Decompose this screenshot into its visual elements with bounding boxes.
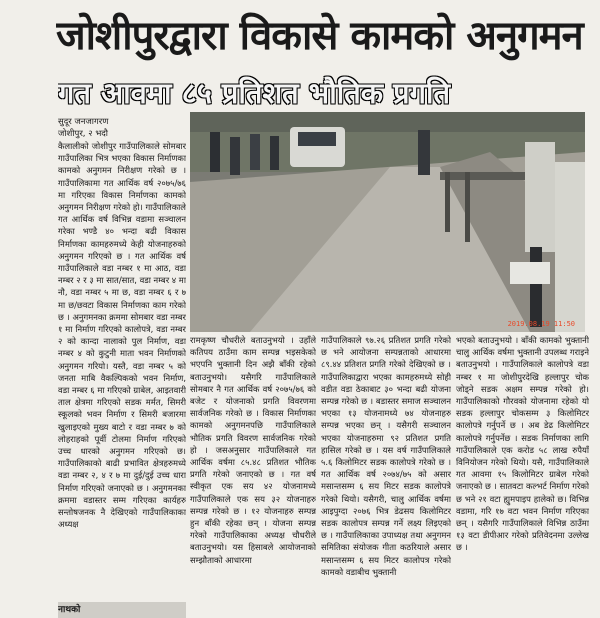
byline <box>58 116 198 140</box>
photo-timestamp: 2019.08.19 11:50 <box>507 320 575 328</box>
article-column-3 <box>321 334 451 618</box>
column-1-text: कैलालीको जोशीपुर गाउँपालिकाले सोमबार गाउँपालिका भित्र भएका विकास निर्माणका कामको अनुगमन निरीक्षण गरेको छ । गाउँपालिकामा गत आर्थिक वर्ष २०७५/७६ मा गरिएका विकास निर्माणका कामको अनुगमन निरीक्षण गरेको हो। गाउँपालिकाले गत आर्थिक वर्ष विभिन्न वडामा सञ्चालन गरेका भण्डै ४० भन्दा बढी विकास निर्माणका कामहरुमध्ये केही योजनाहरुको अनुगमन गरिएको छ । गत आर्थिक वर्ष गाउँपालिकाले वडा नम्बर १ मा आठ, वडा नम्बर २ र ३ मा सात/सात, वडा नम्बर ४ मा नौ, वडा नम्बर ५ मा छ, वडा नम्बर ६ र ७ मा छ/छवटा विकास निर्माणका काम गरेको छ । अनुगमनका क्रममा सोमबार वडा नम्बर १ मा निर्माण गरिएको कालोपत्रे, वडा नम्बर २ को कान्दा नालाको पुल निर्माण, वडा नम्बर ४ को कुटुनी माता भवन निर्माणको अनुगमन गरियो। यस्तै, वडा नम्बर ५ को जनता माबि वैकल्पिकको भवन निर्माण, वडा नम्बर ६ मा गरिएको ग्राबेल, आइतवारी ताल क्षेत्रमा गरिएको सडक मर्मत, सिमरी स्कूलको भवन निर्माण र सिमरी बजारमा खुलाइएको मुख्य बाटो र वडा नम्बर ७ को लोहराहको पूर्वी टोलमा निर्माण गरिएको उच्च धारको अनुगमन गरिएको छ। गाउँपालिकाको बाढी प्रभावित क्षेत्रहरुमध्ये वडा नम्बर २, ४ र ७ मा दुई/दुई उच्च धारा निर्माण गरिएको जनाएको छ । अनुगमनका क्रममा वडास्तर सम्म गरिएका कार्यहरु सन्तोषजनक नै देखिएको गाउँपालिकाका अध्यक्ष <box>58 141 186 530</box>
bottom-cut-headline: नाथको <box>58 602 186 618</box>
article-headline: जोशीपुरद्वारा विकासे कामको अनुगमन <box>56 13 583 59</box>
article-photo <box>190 112 585 332</box>
byline-place: सुदूर जनजागरण <box>58 117 109 127</box>
byline-date: जोशीपुर, २ भदौ <box>58 129 109 139</box>
article-column-2 <box>190 334 316 618</box>
column-4-text: भएको बताउनुभयो । बाँकी कामको भुक्तानी चालु आर्थिक वर्षमा भुक्तानी उपलब्ध गराइने बताउनुभयो । गाउँपालिकाले कालोपत्रे वडा नम्बर १ मा जोशीपुरदेखि हल्लापुर चोक जोड्ने सडक अक्षम सम्पन्न गरेको हो। गाउँपालिकाको गौरवको योजनामा रहेको यो सडक हल्लापुर चोकसम्म ३ किलोमिटर कालोपत्रे गर्नुपर्ने छ । अब डेढ किलोमिटर कालोपत्रे गर्नुपर्नेछ । सडक निर्माणका लागि गाउँपालिकाले एक करोड ५८ लाख रुपैयाँ विनियोजन गरेको थियो। यसै, गाउँपालिकाले गत आवमा १५ किलोमिटर ग्राबेल गरेको जनाएको छ । सातवटा कल्भर्ट निर्माण गरेको छ भने २१ वटा ह्युमपाइप हालेको छ। विभिन्न वडामा, गरि १७ वटा भवन निर्माण गरिएका छन् । यसैगरि गाउँपालिकाले विभिन्न ठाउँमा १३ वटा डीपीआर गरेको प्रतिवेदनमा उल्लेख छ । <box>456 335 589 553</box>
column-3-text: गाउँपालिकाले ९७.२६ प्रतिशत प्रगति गरेको छ भने आयोजना सम्पन्नताको आधारमा ८९.४४ प्रतिशत प्रगति गरेको देखिएको छ । गाउँपालिकाद्वारा भएका कामहरुमध्ये सोही वडीत वडा ठेकाबाट ३० भन्दा बढी योजना सम्पन्न गरेको छ । बडास्तर समाज सञ्चालन भएका १३ योजनामध्ये ७४ योजनाहरु सम्पन्न भएका छन् । यसैगरी सञ्चालन भएका योजनाहरुमा ९२ प्रतिशत प्रगति हासिल गरेको छ । यस वर्ष गाउँपालिकाले ५.६ किलोमिटर सडक कालोपत्रे गरेको छ । गत आर्थिक वर्ष २०७४/७५ को असार मसान्तसम्म ६ सय मिटर सडक कालोपत्रे गरेको थियो। यसैगरी, चालु आर्थिक वर्षमा आइपुग्दा २०७६ भित्र डेढसय किलोमिटर सडक कालोपत्र सम्पन्न गर्ने लक्ष्य लिइएको छ । गाउँपालिकाका उपाध्यक्ष तथा अनुगमन समितिका संयोजक गीता कठरियाले असार मसान्तसम्म ६ सय मिटर कालोपत्र गरेको कामको वडाबीच भुक्तानी <box>321 335 451 577</box>
article-column-1 <box>58 140 186 618</box>
column-2-text: रामकृष्ण चौधरीले बताउनुभयो । उहाँले कतिपय ठाउँमा काम सम्पन्न भइसकेको भएपनि भुक्तानी दिन अझै बाँकी रहेको बताउनुभयो। यसैगरि गाउँपालिकाले सोमबार नै गत आर्थिक वर्ष २०७५/७६ को बजेट र योजनाको प्रगति विवरणमा सार्वजनिक गरेको छ । विकास निर्माणका कामको अनुगमनपछि गाउँपालिकाले भौतिक प्रगति विवरण सार्वजनिक गरेको हो । जसअनुसार गाउँपालिकाले गत आर्थिक वर्षमा ८५.४८ प्रतिशत भौतिक प्रगति गरेको जनाएको छ । गत वर्ष स्वीकृत एक सय ४२ योजनामध्ये गाउँपालिकाले एक सय ३२ योजनाहरु सम्पन्न गरेको छ । १२ योजनाहरु सम्पन्न हुन बाँकी रहेका छन् । योजना सम्पन्न गरेको गाउँपालिकाका अध्यक्ष चौधरीले बताउनुभयो। यस हिसाबले आयोजनाको सम्झौताको आधारमा <box>190 335 316 565</box>
road-photo-illustration <box>190 112 585 332</box>
article-subheadline: गत आवमा ८५ प्रतिशत भौतिक प्रगति <box>58 76 450 110</box>
article-column-4 <box>456 334 589 618</box>
